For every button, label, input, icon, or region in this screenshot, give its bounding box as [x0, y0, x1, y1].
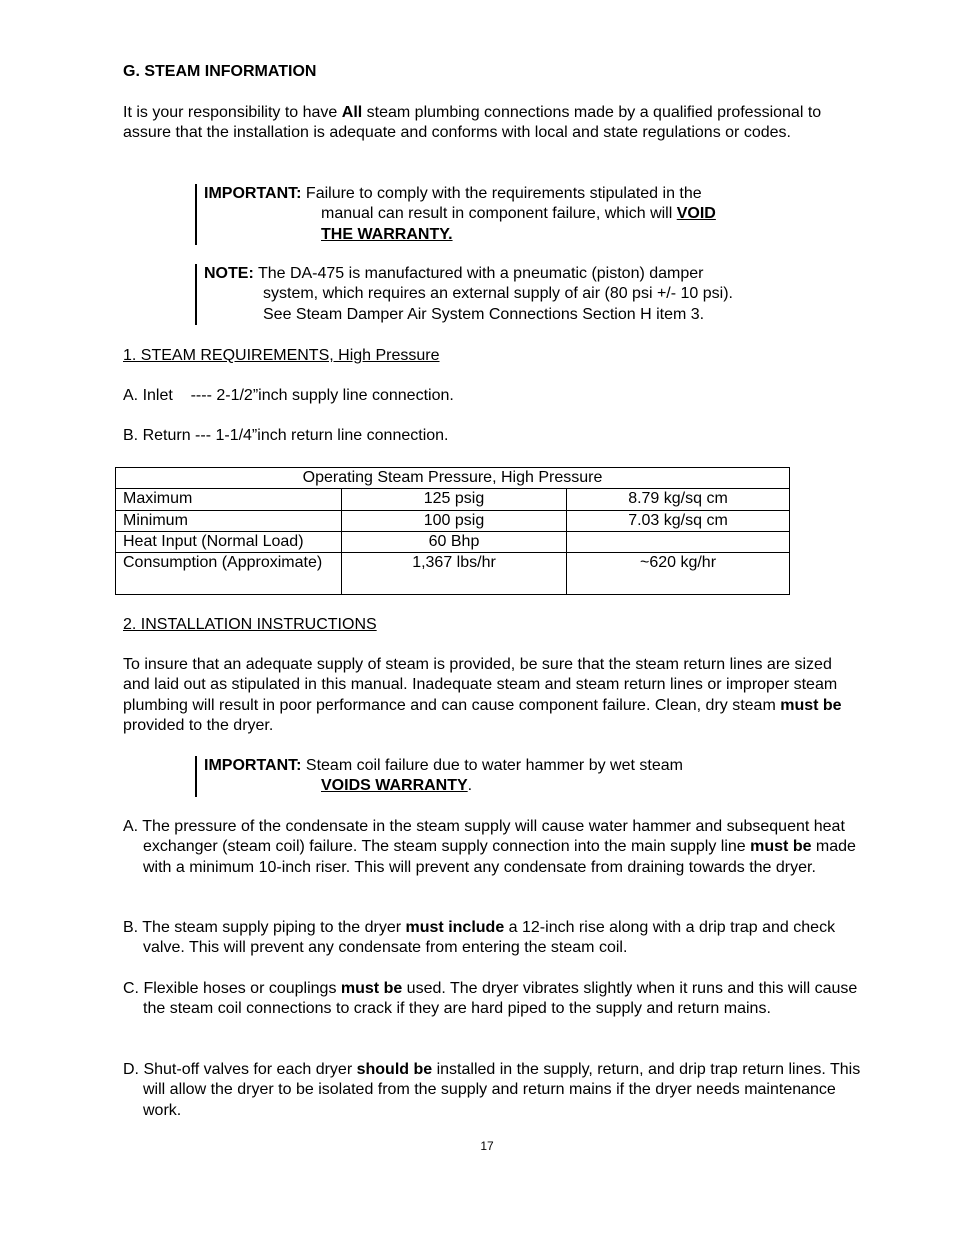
important-label: IMPORTANT: [204, 185, 302, 202]
instruction-item-d: D. Shut-off valves for each dryer should be installed in the supply, return, and drip trap return lines. This will allow the dryer to be isolated from the supply and return mains if the dryer needs maintenance work. [123, 1061, 861, 1119]
important-label: IMPORTANT: [204, 757, 302, 774]
note-callout: NOTE: The DA-475 is manufactured with a pneumatic (piston) damper system, which requires an external supply of air (80 psi +/- 10 psi). See Steam Damper Air System Connections Section H item 3. [195, 264, 733, 325]
installation-paragraph: To insure that an adequate supply of steam is provided, be sure that the steam return lines are sized and laid out as stipulated in this manual. Inadequate steam and steam return lines or improper steam plumbing will result in poor performance and can cause component failure. Clean, dry steam must be provided to the dryer. [123, 656, 842, 734]
steam-pressure-table [115, 467, 790, 595]
section2-title: 2. INSTALLATION INSTRUCTIONS [123, 616, 377, 633]
page-number: 17 [480, 1139, 494, 1153]
instruction-item-a: A. The pressure of the condensate in the steam supply will cause water hammer and subsequent heat exchanger (steam coil) failure. The steam supply connection into the main supply line must be made with a minimum 10-inch riser. This will prevent any condensate from draining towards the dryer. [123, 818, 856, 876]
inlet-line: A. Inlet ---- 2-1/2”inch supply line connection. [123, 387, 454, 404]
section1-title: 1. STEAM REQUIREMENTS, High Pressure [123, 347, 440, 364]
table-row: Consumption (Approximate) 1,367 lbs/hr ~620 kg/hr [116, 553, 790, 595]
table-row: Minimum 100 psig 7.03 kg/sq cm [116, 510, 790, 531]
table-row: Maximum 125 psig 8.79 kg/sq cm [116, 489, 790, 510]
warranty-emphasis: THE WARRANTY. [321, 225, 453, 243]
important-callout-water-hammer: IMPORTANT: Steam coil failure due to water hammer by wet steam VOIDS WARRANTY. [195, 756, 683, 797]
instruction-item-b: B. The steam supply piping to the dryer must include a 12-inch rise along with a drip trap and check valve. This will prevent any condensate from entering the steam coil. [123, 919, 836, 957]
table-row: Heat Input (Normal Load) 60 Bhp [116, 531, 790, 552]
note-label: NOTE: [204, 265, 254, 282]
instruction-item-c: C. Flexible hoses or couplings must be used. The dryer vibrates slightly when it runs and this will cause the steam coil connections to crack if they are hard piped to the supply and return mains. [123, 980, 858, 1018]
void-emphasis: VOID [676, 205, 716, 223]
return-line: B. Return --- 1-1/4”inch return line connection. [123, 427, 449, 444]
important-callout-warranty: IMPORTANT: Failure to comply with the requirements stipulated in the manual can result in component failure, which will VOID THE WARRANTY. [195, 184, 716, 245]
intro-paragraph: It is your responsibility to have All steam plumbing connections made by a qualified professional to assure that the installation is adequate and conforms with local and state regulations or codes. [123, 104, 822, 142]
table-caption: Operating Steam Pressure, High Pressure [116, 468, 790, 489]
section-heading: G. STEAM INFORMATION [123, 63, 317, 80]
voids-warranty-emphasis: VOIDS WARRANTY [321, 777, 468, 795]
